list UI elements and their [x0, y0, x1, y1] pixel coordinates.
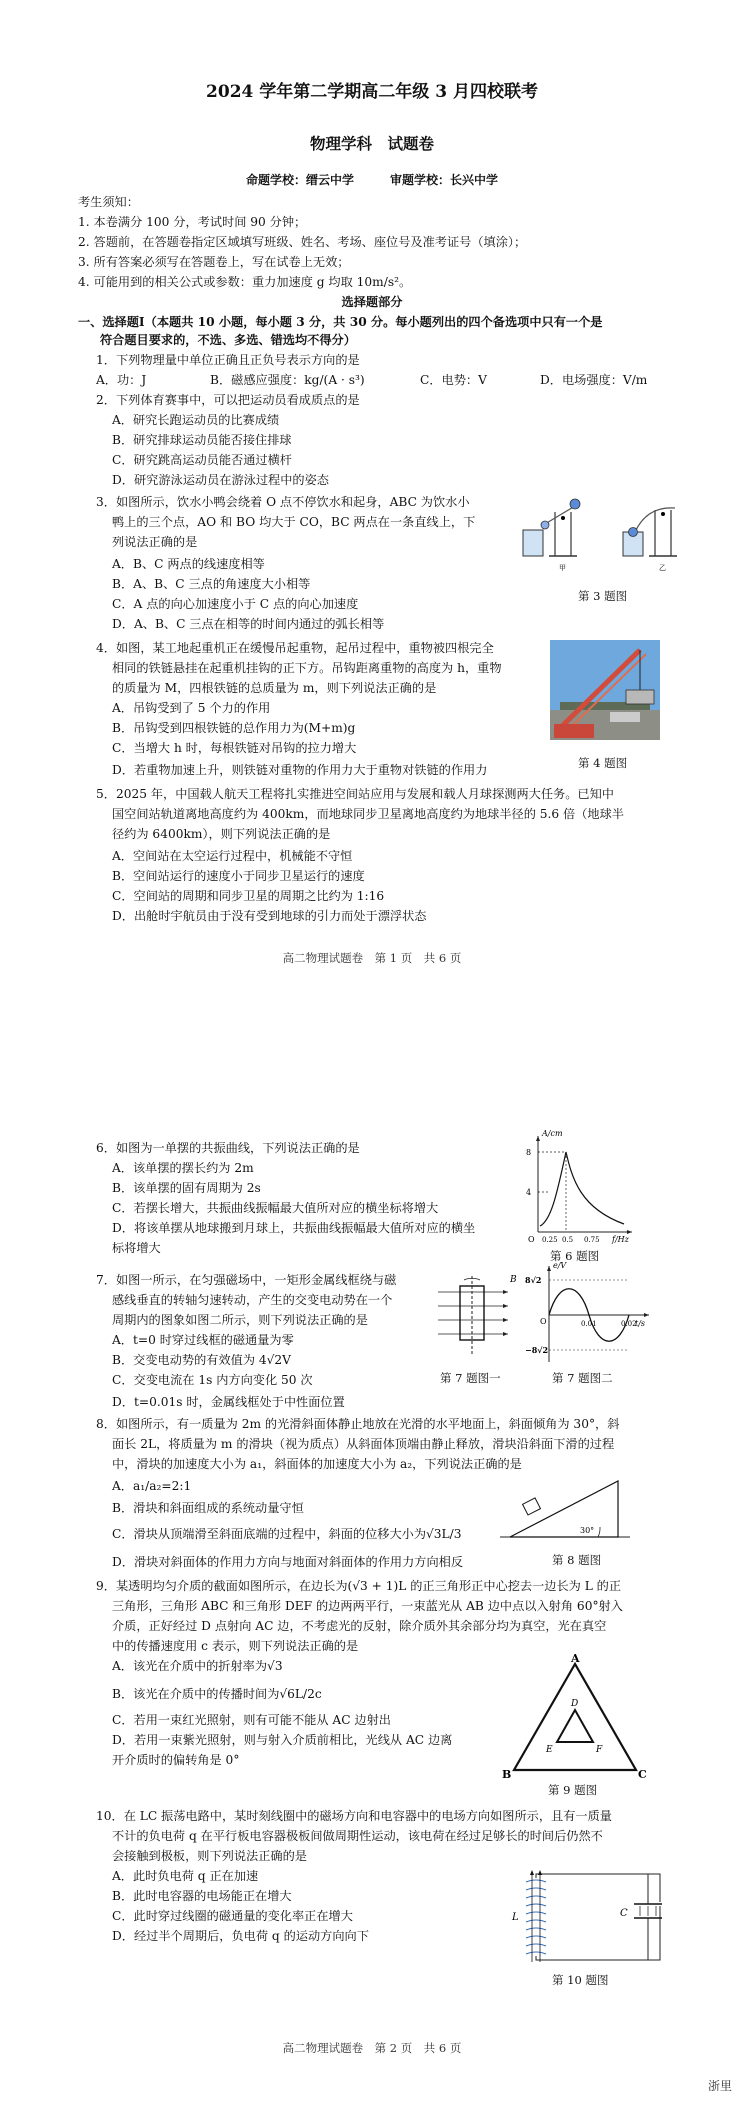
q8-option-b: B．滑块和斜面组成的系统动量守恒	[112, 1501, 304, 1515]
q1-option-a: A．功：J	[96, 373, 147, 387]
q9-stem-line2: 三角形，三角形 ABC 和三角形 DEF 的边两两平行，一束蓝光从 AB 边中点以入射角 60°射入	[112, 1599, 623, 1613]
q9-stem-line4: 中的传播速度用 c 表示，则下列说法正确的是	[112, 1639, 359, 1653]
q8-option-d: D．滑块对斜面体的作用力方向与地面对斜面体的作用力方向相反	[112, 1555, 464, 1569]
q4-caption: 第 4 题图	[578, 756, 628, 770]
q8-angle-label: 30°	[580, 1526, 595, 1535]
q6-option-d-line1: D．将该单摆从地球搬到月球上，共振曲线振幅最大值所对应的横坐	[112, 1221, 476, 1235]
notice-4: 4. 可能用到的相关公式或参数：重力加速度 g 均取 10m/s²。	[78, 275, 412, 289]
q1-option-b: B．磁感应强度：kg/(A · s³)	[210, 373, 365, 387]
q7-y-top: 8√2	[525, 1275, 542, 1285]
q6-caption: 第 6 题图	[550, 1249, 600, 1263]
q7-y-label: e/V	[553, 1261, 567, 1270]
q8-incline-figure	[500, 1475, 630, 1545]
q4-option-b: B．吊钩受到四根铁链的总作用力为(M+m)g	[112, 721, 356, 735]
q3-option-b: B．A、B、C 三点的角速度大小相等	[112, 577, 311, 591]
q7-stem-line1: 7．如图一所示，在匀强磁场中，一矩形金属线框绕与磁	[96, 1273, 397, 1287]
q3-stem-line1: 3．如图所示，饮水小鸭会绕着 O 点不停饮水和起身，ABC 为饮水小	[96, 495, 470, 509]
q3-option-d: D．A、B、C 三点在相等的时间内通过的弧长相等	[112, 617, 385, 631]
q4-stem-line2: 相同的铁链悬挂在起重机挂钩的正下方。吊钩距离重物的高度为 h，重物	[112, 661, 502, 675]
q6-option-a: A．该单摆的摆长约为 2m	[112, 1161, 254, 1175]
q9-stem-line1: 9．某透明均匀介质的截面如图所示，在边长为(√3 + 1)L 的正三角形正中心挖去一边长为 L 的正	[96, 1579, 622, 1593]
notice-heading: 考生须知：	[78, 195, 139, 209]
q7-caption-1: 第 7 题图一	[440, 1371, 501, 1385]
q6-option-b: B．该单摆的固有周期为 2s	[112, 1181, 261, 1195]
q9-option-c: C．若用一束红光照射，则有可能不能从 AC 边射出	[112, 1713, 391, 1727]
q1-option-c: C．电势：V	[420, 373, 487, 387]
exam-subtitle: 物理学科 试题卷	[309, 134, 434, 153]
q6-x-tick-075: 0.75	[584, 1236, 600, 1244]
q3-option-c: C．A 点的向心加速度小于 C 点的向心加速度	[112, 597, 359, 611]
q9-option-d-line1: D．若用一束紫光照射，则与射入介质前相比，光线从 AC 边离	[112, 1733, 453, 1747]
q7-option-a: A．t=0 时穿过线框的磁通量为零	[112, 1333, 294, 1347]
q10-option-b: B．此时电容器的电场能正在增大	[112, 1889, 292, 1903]
q5-stem-line2: 国空间站轨道离地高度约为 400km，而地球同步卫星离地高度约为地球半径的 5.6 倍（地球半	[112, 807, 624, 821]
q8-stem-line2: 面长 2L，将质量为 m 的滑块（视为质点）从斜面体顶端由静止释放，滑块沿斜面下滑的过程	[112, 1437, 615, 1451]
q8-caption: 第 8 题图	[552, 1553, 602, 1567]
q5-option-b: B．空间站运行的速度小于同步卫星运行的速度	[112, 869, 365, 883]
q9-stem-line3: 介质，正好经过 D 点射向 AC 边，不考虑光的反射，除介质外其余部分均为真空，光在真空	[112, 1619, 607, 1633]
q2-stem: 2．下列体育赛事中，可以把运动员看成质点的是	[96, 393, 360, 407]
q1-stem: 1．下列物理量中单位正确且正负号表示方向的是	[96, 353, 360, 367]
q7-x-label: t/s	[635, 1319, 646, 1328]
q10-stem-line1: 10．在 LC 振荡电路中，某时刻线圈中的磁场方向和电容器中的电场方向如图所示，且有一质量	[96, 1809, 612, 1823]
q7-stem-line2: 感线垂直的转轴匀速转动，产生的交变电动势在一个	[112, 1293, 393, 1307]
q4-option-c: C．当增大 h 时，每根铁链对吊钩的拉力增大	[112, 741, 357, 755]
q4-crane-photo	[550, 640, 660, 740]
page2-footer: 高二物理试题卷 第 2 页 共 6 页	[282, 2041, 462, 2055]
exam-title: 2024 学年第二学期高二年级 3 月四校联考	[206, 82, 538, 102]
q4-option-a: A．吊钩受到了 5 个力的作用	[112, 701, 271, 715]
q7-x-tick-002: 0.02	[621, 1320, 637, 1328]
q9-option-b: B．该光在介质中的传播时间为√6L/2c	[112, 1687, 322, 1701]
q6-y-label: A/cm	[542, 1129, 563, 1138]
q6-y-tick-8: 8	[526, 1148, 532, 1157]
q6-y-tick-4: 4	[526, 1188, 532, 1197]
q6-origin: O	[528, 1235, 535, 1244]
q10-inductor-label: L	[512, 1912, 519, 1923]
q2-option-a: A．研究长跑运动员的比赛成绩	[112, 413, 280, 427]
q9-label-e: E	[546, 1745, 553, 1755]
q4-stem-line1: 4．如图，某工地起重机正在缓慢吊起重物，起吊过程中，重物被四根完全	[96, 641, 494, 655]
q7-caption-2: 第 7 题图二	[552, 1371, 613, 1385]
q4-stem-line3: 的质量为 M，四根铁链的总质量为 m，则下列说法正确的是	[112, 681, 437, 695]
section-title: 选择题部分	[341, 295, 403, 309]
q7-option-c: C．交变电流在 1s 内方向变化 50 次	[112, 1373, 313, 1387]
q7-origin: O	[540, 1317, 547, 1326]
q5-option-c: C．空间站的周期和同步卫星的周期之比约为 1:16	[112, 889, 385, 903]
q1-option-d: D．电场强度：V/m	[540, 373, 648, 387]
q8-option-a: A．a₁/a₂=2:1	[112, 1479, 192, 1493]
q3-fig-label-b: 乙	[659, 564, 666, 572]
q10-stem-line3: 会接触到极板，则下列说法正确的是	[112, 1849, 307, 1863]
school-info: 命题学校：缙云中学 审题学校：长兴中学	[245, 173, 498, 187]
q9-label-c: C	[638, 1768, 647, 1781]
q7-option-d: D．t=0.01s 时，金属线框处于中性面位置	[112, 1395, 345, 1409]
page1-footer: 高二物理试题卷 第 1 页 共 6 页	[282, 951, 462, 965]
q7-emf-graph	[525, 1260, 655, 1370]
q6-x-tick-025: 0.25	[542, 1236, 558, 1244]
notice-1: 1. 本卷满分 100 分，考试时间 90 分钟；	[78, 215, 307, 229]
q9-label-f: F	[596, 1745, 603, 1755]
q3-duck-figure	[515, 492, 690, 572]
q10-capacitor-label: C	[620, 1908, 628, 1919]
q5-option-a: A．空间站在太空运行过程中，机械能不守恒	[112, 849, 353, 863]
q10-option-d: D．经过半个周期后，负电荷 q 的运动方向向下	[112, 1929, 369, 1943]
q9-label-a: A	[571, 1652, 580, 1665]
q8-option-c: C．滑块从顶端滑至斜面底端的过程中，斜面的位移大小为√3L/3	[112, 1527, 462, 1541]
q10-option-a: A．此时负电荷 q 正在加速	[112, 1869, 259, 1883]
q7-coil-figure	[428, 1270, 518, 1360]
q3-caption: 第 3 题图	[578, 589, 628, 603]
q5-option-d: D．出舱时宇航员由于没有受到地球的引力而处于漂浮状态	[112, 909, 427, 923]
q7-b-label: B	[510, 1275, 517, 1285]
q7-x-tick-001: 0.01	[581, 1320, 597, 1328]
q2-option-c: C．研究跳高运动员能否通过横杆	[112, 453, 292, 467]
q6-x-tick-05: 0.5	[562, 1236, 574, 1244]
q6-option-c: C．若摆长增大，共振曲线振幅最大值所对应的横坐标将增大	[112, 1201, 439, 1215]
q4-option-d: D．若重物加速上升，则铁链对重物的作用力大于重物对铁链的作用力	[112, 763, 488, 777]
q6-x-label: f/Hz	[612, 1235, 629, 1244]
q9-triangle-figure	[500, 1652, 650, 1782]
q10-stem-line2: 不计的负电荷 q 在平行板电容器极板间做周期性运动，该电荷在经过足够长的时间后仍然不	[112, 1829, 603, 1843]
q8-stem-line3: 中，滑块的加速度大小为 a₁，斜面体的加速度大小为 a₂，下列说法正确的是	[112, 1457, 522, 1471]
q6-stem: 6．如图为一单摆的共振曲线，下列说法正确的是	[96, 1141, 360, 1155]
q9-label-b: B	[502, 1768, 512, 1781]
q7-y-bottom: −8√2	[525, 1345, 549, 1355]
notice-2: 2. 答题前，在答题卷指定区域填写班级、姓名、考场、座位号及准考证号（填涂）；	[78, 235, 527, 249]
q8-stem-line1: 8．如图所示，有一质量为 2m 的光滑斜面体静止地放在光滑的水平地面上，斜面倾角为 30°，斜	[96, 1417, 620, 1431]
q10-option-c: C．此时穿过线圈的磁通量的变化率正在增大	[112, 1909, 353, 1923]
q3-fig-label-a: 甲	[559, 564, 566, 572]
q9-caption: 第 9 题图	[548, 1783, 598, 1797]
q3-stem-line3: 列说法正确的是	[112, 535, 198, 549]
part1-heading-line2: 符合题目要求的，不选、多选、错选均不得分）	[100, 333, 356, 347]
q9-label-d: D	[571, 1699, 579, 1709]
q9-option-a: A．该光在介质中的折射率为√3	[112, 1659, 283, 1673]
q7-option-b: B．交变电动势的有效值为 4√2V	[112, 1353, 291, 1367]
corner-watermark: 浙里	[707, 2079, 732, 2093]
q10-lc-circuit	[510, 1868, 665, 1968]
q10-caption: 第 10 题图	[552, 1973, 609, 1987]
q2-option-b: B．研究排球运动员能否接住排球	[112, 433, 292, 447]
q7-stem-line3: 周期内的图象如图二所示，则下列说法正确的是	[112, 1313, 368, 1327]
q2-option-d: D．研究游泳运动员在游泳过程中的姿态	[112, 473, 329, 487]
notice-3: 3. 所有答案必须写在答题卷上，写在试卷上无效；	[78, 255, 350, 269]
q3-option-a: A．B、C 两点的线速度相等	[112, 557, 265, 571]
q5-stem-line3: 径约为 6400km），则下列说法正确的是	[112, 827, 331, 841]
q9-option-d-line2: 开介质时的偏转角是 0°	[112, 1753, 240, 1767]
q6-option-d-line2: 标将增大	[112, 1241, 161, 1255]
q3-stem-line2: 鸭上的三个点，AO 和 BO 均大于 CO，BC 两点在一条直线上，下	[112, 515, 476, 529]
part1-heading-line1: 一、选择题Ⅰ（本题共 10 小题，每小题 3 分，共 30 分。每小题列出的四个备选项中只有一个是	[78, 315, 603, 329]
q5-stem-line1: 5．2025 年，中国载人航天工程将扎实推进空间站应用与发展和载人月球探测两大任务。已知中	[96, 787, 614, 801]
q6-resonance-curve	[520, 1128, 640, 1248]
exam-page-2	[0, 1060, 744, 2104]
